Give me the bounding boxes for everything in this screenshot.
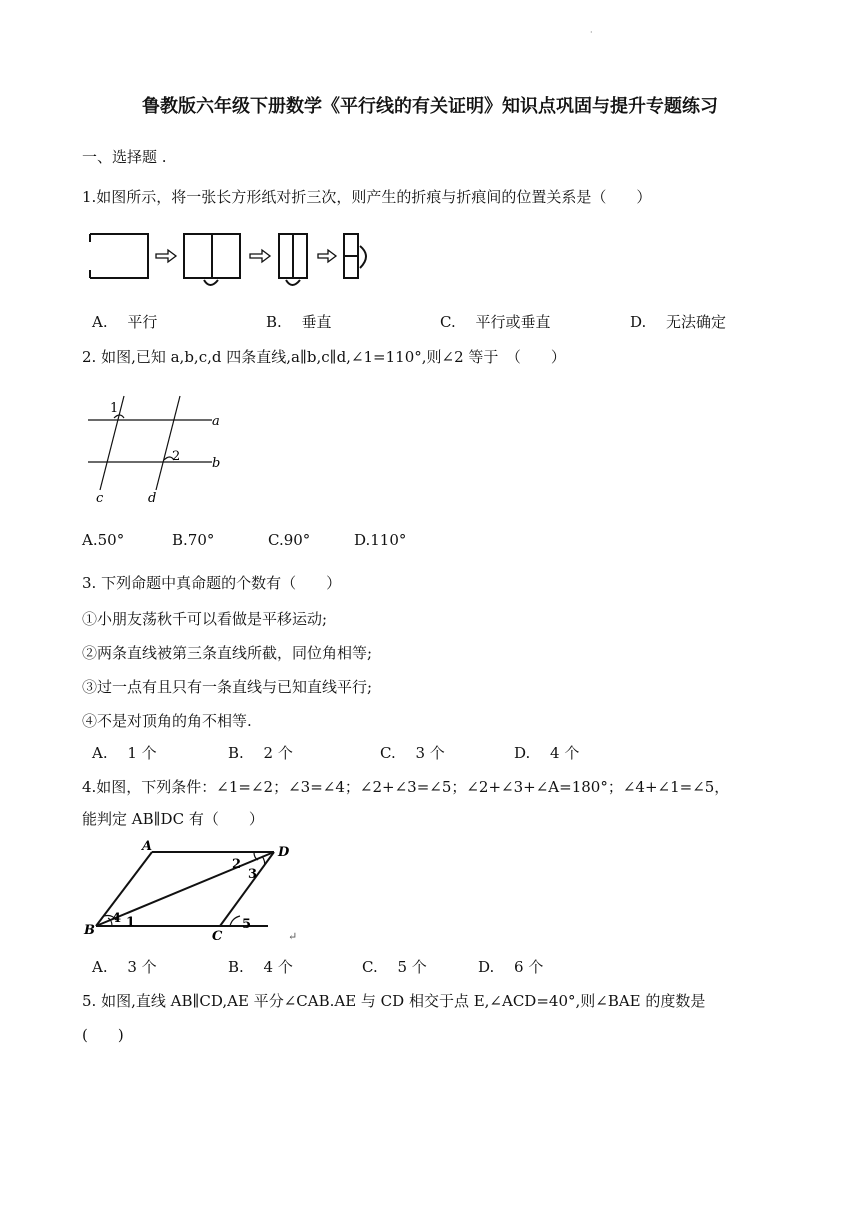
question-3-item: ①小朋友荡秋千可以看做是平移运动;: [82, 610, 328, 628]
option-a[interactable]: A.50°: [82, 531, 125, 549]
question-4-figure: [82, 838, 312, 946]
angle-1-label: 1: [110, 401, 119, 416]
question-3-item: ④不是对顶角的角不相等.: [82, 712, 252, 730]
option-c[interactable]: C. 3 个: [380, 744, 445, 762]
header-dot: ·: [590, 28, 593, 37]
section-heading: 一、选择题 .: [82, 148, 167, 166]
option-a[interactable]: A. 1 个: [92, 744, 157, 762]
question-4-stem-line2: 能判定 AB∥DC 有（ ）: [82, 810, 264, 828]
question-3-item: ③过一点有且只有一条直线与已知直线平行;: [82, 678, 373, 696]
line-b-label: b: [212, 456, 221, 471]
option-d[interactable]: D. 4 个: [514, 744, 580, 762]
angle-4-label: 4: [112, 911, 122, 926]
return-mark: ↵: [288, 930, 298, 943]
point-c-label: C: [212, 929, 223, 944]
page-title: 鲁教版六年级下册数学《平行线的有关证明》知识点巩固与提升专题练习: [142, 96, 718, 117]
question-4-stem-line1: 4.如图，下列条件：∠1=∠2；∠3=∠4；∠2+∠3=∠5；∠2+∠3+∠A=180°；∠4+∠1=∠5，: [82, 778, 730, 796]
line-d-label: d: [148, 491, 157, 506]
question-3-stem: 3. 下列命题中真命题的个数有（ ）: [82, 574, 342, 592]
option-b[interactable]: B.70°: [172, 531, 215, 549]
option-c[interactable]: C. 平行或垂直: [440, 313, 551, 331]
question-5-stem-line1: 5. 如图,直线 AB∥CD,AE 平分∠CAB.AE 与 CD 相交于点 E,∠ACD=40°,则∠BAE 的度数是: [82, 992, 706, 1010]
option-b[interactable]: B. 垂直: [266, 313, 332, 331]
option-b[interactable]: B. 2 个: [228, 744, 293, 762]
option-b[interactable]: B. 4 个: [228, 958, 293, 976]
angle-1-label: 1: [126, 915, 136, 930]
line-a-label: a: [212, 414, 220, 429]
question-5-stem-line2: ( ): [82, 1026, 124, 1044]
question-3-item: ②两条直线被第三条直线所截，同位角相等;: [82, 644, 373, 662]
option-c[interactable]: C.90°: [268, 531, 311, 549]
option-d[interactable]: D. 无法确定: [630, 313, 727, 331]
question-1-figure: [86, 228, 376, 292]
option-c[interactable]: C. 5 个: [362, 958, 427, 976]
question-2-stem: 2. 如图,已知 a,b,c,d 四条直线,a∥b,c∥d,∠1=110°,则∠2 等于 （ ）: [82, 348, 566, 366]
question-1-stem: 1.如图所示，将一张长方形纸对折三次，则产生的折痕与折痕间的位置关系是（ ）: [82, 188, 652, 206]
option-d[interactable]: D. 6 个: [478, 958, 544, 976]
point-a-label: A: [142, 839, 153, 854]
option-a[interactable]: A. 3 个: [92, 958, 157, 976]
angle-2-label: 2: [172, 449, 181, 464]
angle-2-label: 2: [232, 857, 242, 872]
option-a[interactable]: A. 平行: [92, 313, 158, 331]
line-c-label: c: [96, 491, 104, 506]
point-b-label: B: [84, 923, 95, 938]
option-d[interactable]: D.110°: [354, 531, 407, 549]
angle-5-label: 5: [242, 917, 252, 932]
angle-3-label: 3: [248, 867, 258, 882]
question-2-figure: [84, 388, 234, 508]
point-d-label: D: [278, 845, 290, 860]
